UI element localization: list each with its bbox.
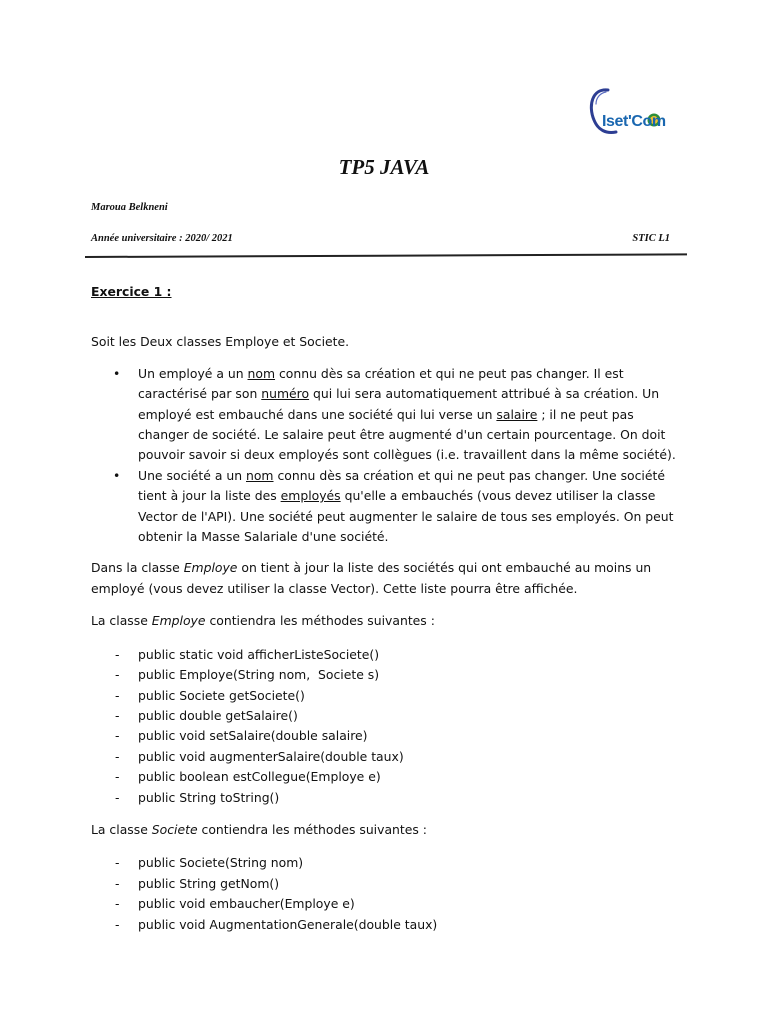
method-item xyxy=(91,915,691,935)
employe-description xyxy=(91,558,661,599)
method-signature: public Societe getSociete() xyxy=(138,687,305,703)
text-run: qui lui sera automatiquement attribué à sa création. Un employé est embauché dans une société qui lui verse un xyxy=(138,386,660,422)
dash-icon: - xyxy=(115,875,120,891)
class-label: STIC L1 xyxy=(632,233,670,244)
method-item xyxy=(91,747,691,767)
text-run: Dans la classe xyxy=(91,560,184,576)
header-divider xyxy=(85,253,687,258)
method-signature: public void augmenterSalaire(double taux) xyxy=(138,748,404,764)
method-signature: public void embaucher(Employe e) xyxy=(138,896,355,912)
dash-icon: - xyxy=(115,748,120,764)
method-signature: public String getNom() xyxy=(138,875,280,891)
dash-icon: - xyxy=(115,667,120,683)
underlined-term: nom xyxy=(246,467,274,483)
method-signature: public double getSalaire() xyxy=(138,707,298,723)
method-item xyxy=(91,645,691,665)
exercise-content xyxy=(91,280,691,935)
dash-icon: - xyxy=(115,769,120,785)
requirement-societe xyxy=(91,466,684,548)
societe-methods-intro xyxy=(91,820,661,840)
method-signature: public String toString() xyxy=(138,789,280,805)
document-title: TP5 JAVA xyxy=(338,155,430,179)
class-name: Employe xyxy=(183,560,238,576)
isetcom-logo xyxy=(586,84,680,140)
underlined-term: numéro xyxy=(261,386,310,402)
method-signature: public boolean estCollegue(Employe e) xyxy=(138,769,381,785)
text-run: connu dès sa création et qui ne peut pas changer. Une société tient à jour la liste des xyxy=(138,467,665,504)
method-signature: public void AugmentationGenerale(double taux) xyxy=(138,916,438,932)
text-run: ; il ne peut pas changer de société. Le salaire peut être augmenté d'un certain pourcentage. On doit pouvoir savoir si deux employés sont collègues (i.e. travaillent dans la même société). xyxy=(138,406,676,463)
dash-icon: - xyxy=(115,855,120,871)
text-run: qu'elle a embauchés (vous devez utiliser la classe Vector de l'API). Une société peut augmenter le salaire de tous ses employés. On peut obtenir la Masse Salariale d'une société. xyxy=(138,488,674,545)
underlined-term: nom xyxy=(247,365,276,381)
text-run: Une société a un xyxy=(138,467,246,483)
text-run: La classe xyxy=(91,613,152,629)
dash-icon: - xyxy=(115,687,120,703)
method-item xyxy=(91,788,691,808)
logo-text: Iset'Com xyxy=(602,113,666,130)
text-run: Un employé a un xyxy=(138,365,248,381)
dash-icon: - xyxy=(115,896,120,912)
method-item xyxy=(91,726,691,746)
method-item xyxy=(91,853,691,873)
bullet-icon: • xyxy=(113,365,121,381)
exercise-heading: Exercice 1 : xyxy=(91,284,172,299)
author-name: Maroua Belkneni xyxy=(91,202,168,213)
underlined-term: employés xyxy=(280,488,341,504)
bullet-icon: • xyxy=(113,467,121,483)
text-run: contiendra les méthodes suivantes : xyxy=(197,821,427,837)
requirements-list xyxy=(91,364,691,548)
logo-swoosh-icon xyxy=(586,84,680,140)
dash-icon: - xyxy=(115,916,120,932)
dash-icon: - xyxy=(115,646,120,662)
employe-methods-intro xyxy=(91,611,661,631)
employe-methods-list xyxy=(91,645,691,808)
exercise-intro: Soit les Deux classes Employe et Societe. xyxy=(91,334,350,350)
method-item xyxy=(91,686,691,706)
underlined-term: salaire xyxy=(496,406,538,422)
method-signature: public Employe(String nom, Societe s) xyxy=(138,667,380,683)
class-name: Societe xyxy=(151,821,198,837)
method-signature: public Societe(String nom) xyxy=(138,855,304,871)
class-name: Employe xyxy=(151,613,206,629)
method-item xyxy=(91,874,691,894)
text-run: contiendra les méthodes suivantes : xyxy=(205,613,435,629)
requirement-employe xyxy=(91,364,684,466)
academic-year: Année universitaire : 2020/ 2021 xyxy=(91,233,233,244)
text-run: connu dès sa création et qui ne peut pas changer. Il est caractérisé par son xyxy=(138,365,624,402)
dash-icon: - xyxy=(115,707,120,723)
method-item xyxy=(91,665,691,685)
dash-icon: - xyxy=(115,789,120,805)
text-run: on tient à jour la liste des sociétés qui ont embauché au moins un employé (vous devez utiliser la classe Vector). Cette liste pourra être affichée. xyxy=(91,560,652,596)
method-item xyxy=(91,767,691,787)
method-signature: public void setSalaire(double salaire) xyxy=(138,728,368,744)
method-signature: public static void afficherListeSociete() xyxy=(138,646,380,662)
text-run: La classe xyxy=(91,821,152,837)
societe-methods-list xyxy=(91,853,691,935)
method-item xyxy=(91,706,691,726)
dash-icon: - xyxy=(115,728,120,744)
method-item xyxy=(91,894,691,914)
